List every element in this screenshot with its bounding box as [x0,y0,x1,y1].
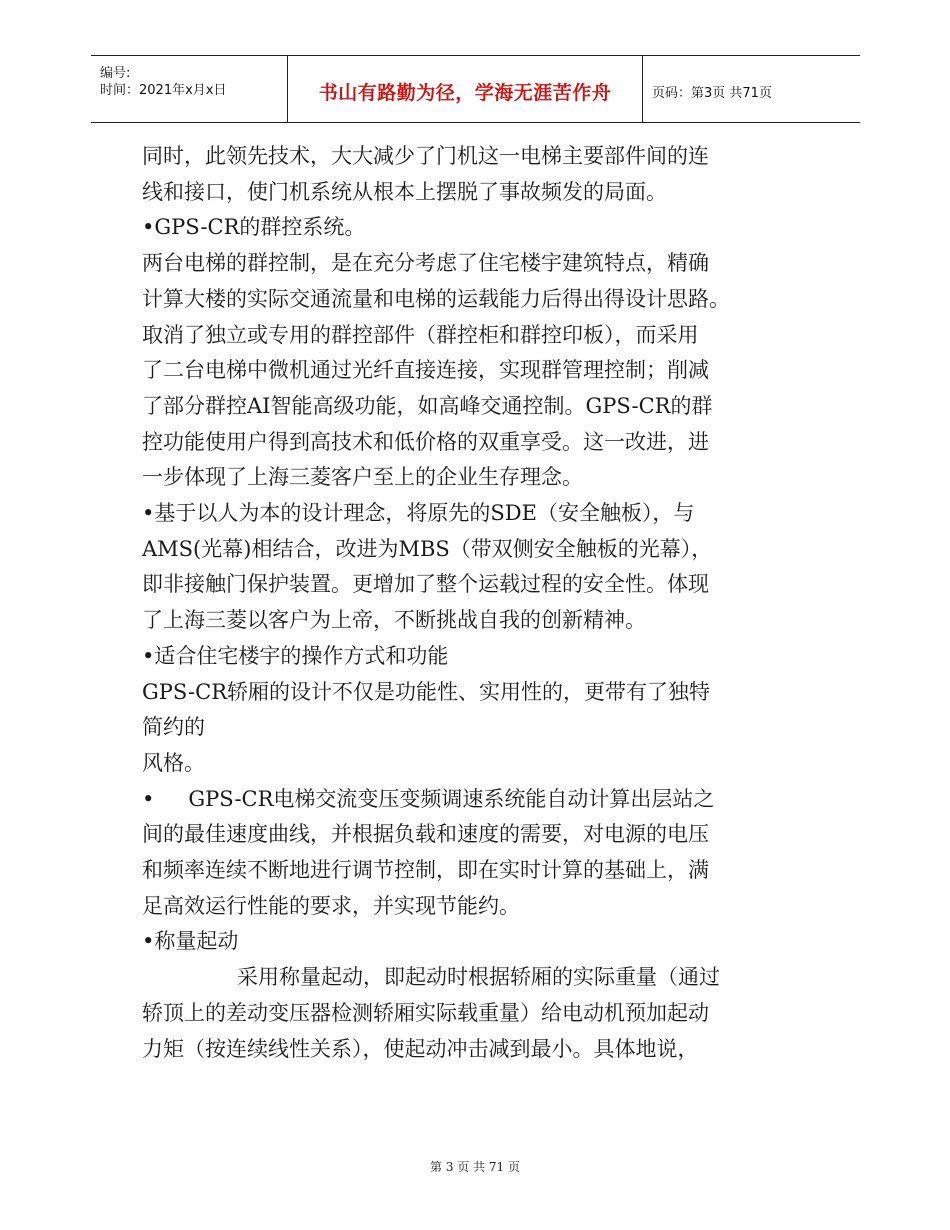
text-line: GPS-CR电梯交流变压变频调速系统能自动计算出层站之 [188,786,715,811]
header-page-info: 页码：第3页 共71页 [652,86,772,101]
text-line: 采用称量起动，即起动时根据轿厢的实际重量（通过 [237,965,720,990]
text-line: 计算大楼的实际交通流量和电梯的运载能力后得出得设计思路。 [142,286,730,311]
text-line: 力矩（按连续线性关系），使起动冲击减到最小。具体地说， [142,1036,699,1061]
text-line: 间的最佳速度曲线，并根据负载和速度的需要，对电源的电压 [142,822,709,847]
bullet-heading: •称量起动 [142,929,239,954]
text-line: 风格。 [142,750,205,775]
document-number-label: 编号: [100,66,131,81]
header-motto: 书山有路勤为径，学海无涯苦作舟 [318,82,612,104]
text-line: 了二台电梯中微机通过光纤直接连接，实现群管理控制；削减 [142,358,709,383]
text-line: 取消了独立或专用的群控部件（群控柜和群控印板），而采用 [142,322,699,347]
text-line: 足高效运行性能的要求，并实现节能约。 [142,893,520,918]
page-footer: 第 3 页 共 71 页 [430,1160,520,1174]
text-line: 和频率连续不断地进行调节控制，即在实时计算的基础上，满 [142,858,709,883]
document-body [142,139,832,1067]
bullet-heading: •GPS-CR的群控系统。 [142,215,366,240]
text-line: 两台电梯的群控制，是在充分考虑了住宅楼宇建筑特点，精确 [142,251,709,276]
text-line: 了部分群控AI智能高级功能，如高峰交通控制。GPS-CR的群 [142,393,713,418]
text-line: 了上海三菱以客户为上帝，不断挑战自我的创新精神。 [142,608,646,633]
text-line: 轿顶上的差动变压器检测轿厢实际载重量）给电动机预加起动 [142,1000,709,1025]
bullet-heading: •适合住宅楼宇的操作方式和功能 [142,643,449,668]
header-page-cell [643,56,860,122]
text-line: 控功能使用户得到高技术和低价格的双重享受。这一改进，进 [142,429,709,454]
text-line: 简约的 [142,715,205,740]
text-line: GPS-CR轿厢的设计不仅是功能性、实用性的，更带有了独特 [142,679,711,704]
document-time-label: 时间：2021年x月x日 [100,83,227,98]
bullet-paragraph [142,782,832,818]
bullet-marker: • [142,786,155,811]
text-line: 线和接口，使门机系统从根本上摆脱了事故频发的局面。 [142,179,667,204]
text-line: 即非接触门保护装置。更增加了整个运载过程的安全性。体现 [142,572,709,597]
text-line: AMS(光幕)相结合，改进为MBS（带双侧安全触板的光幕）， [142,536,713,561]
document-header [91,55,860,123]
bullet-paragraph: •基于以人为本的设计理念，将原先的SDE（安全触板），与 [142,501,695,526]
header-motto-cell [287,56,643,122]
text-line: 一步体现了上海三菱客户至上的企业生存理念。 [142,465,583,490]
text-line: 同时，此领先技术，大大减少了门机这一电梯主要部件间的连 [142,144,709,168]
header-meta-cell [91,56,287,122]
